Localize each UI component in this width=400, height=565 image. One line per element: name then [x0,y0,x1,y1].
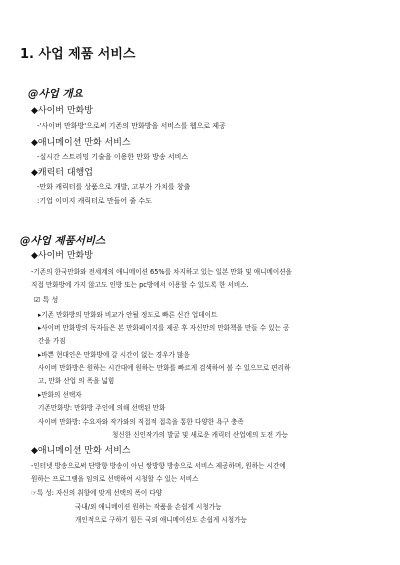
overview-item-text: :기업 이미지 캐릭터로 만들어 줄 수도 [37,197,152,205]
overview-item-title: ◆캐릭터 대행업 [31,168,93,178]
feature-line: 청신한 신인작가의 발굴 및 새로운 캐릭터 산업에의 도전 가능 [112,431,289,439]
cyber-intro-line: -기존의 한국만화와 전세계의 애니메이션 65%를 차지하고 있는 일본 만화 및 애니메이션을 [31,268,292,276]
anime-feature-line: ☞특 성: 자신의 취향에 맞게 선택의 폭이 다양 [31,489,163,497]
feature-line: 고, 만화 산업 의 폭을 넓힘 [38,377,115,385]
section-heading-overview: @사업 개요 [28,88,83,100]
anime-feature-line: 개인적으로 구하기 힘든 국외 애니메이션도 손쉽게 시청가능 [75,516,247,524]
feature-line: ▸사이버 만화방의 독자들은 본 만화페이지를 제공 후 자신만의 만화책을 만들 수 있는 공 [38,324,290,332]
feature-line: 사이버 만화방은 원하는 시간대에 원하는 만화를 빠르게 검색하여 볼 수 있으므로 편리하 [38,364,291,372]
feature-line: 기존만화방: 만화방 주인에 의해 선택된 만화 [38,404,166,412]
anime-feature-line: 국내/외 애니메이션 원하는 작품을 손쉽게 시청가능 [75,503,222,511]
overview-item-text: -만화 캐릭터를 상품으로 개발, 고부가 가치를 창출 [37,183,191,191]
overview-item-title: ◆사이버 만화방 [31,106,93,116]
anime-intro-line: -인터넷 방송으로써 단방향 방송이 아닌 쌍방향 방송으로 서비스 제공하며, 원하는 시간에 [31,462,286,470]
feature-line: 간을 가짐 [38,337,66,345]
cyber-intro-line: 직접 만화방에 가지 않고도 인방 또는 pc방에서 이용할 수 있도록 한 서비스. [31,281,249,289]
feature-line: ▸바쁜 현대인은 만화방에 갈 시간이 없는 경우가 많음 [38,351,190,359]
checkbox-icon: ☑ [34,296,41,304]
anime-intro-line: 원하는 프로그램을 임의로 선택하여 시청할 수 있는 서비스 [31,475,199,483]
feature-label: ☑ 특 성 [34,296,59,304]
feature-line: 사이버 만화방: 수요자와 작가와의 직접적 접촉을 통한 다양한 욕구 충족 [38,418,244,426]
overview-item-title: ◆애니메이션 만화 서비스 [31,138,131,148]
feature-line: ▸기존 만화방의 만화와 비교가 안될 정도로 빠른 신간 업데이트 [38,311,218,319]
product-title-cyber: ◆사이버 만화방 [31,251,93,261]
doc-title: 1. 사업 제품 서비스 [20,47,136,62]
product-title-anime: ◆애니메이션 만화 서비스 [31,446,131,456]
overview-item-text: -실시간 스트리밍 기술을 이용한 만화 방송 서비스 [37,153,189,161]
section-heading-products: @사업 제품서비스 [20,235,106,247]
overview-item-text: -'사이버 만화방'으로써 기존의 만화방을 서비스를 웹으로 제공 [37,122,226,130]
feature-line: ▸만화의 선택자 [38,391,82,399]
